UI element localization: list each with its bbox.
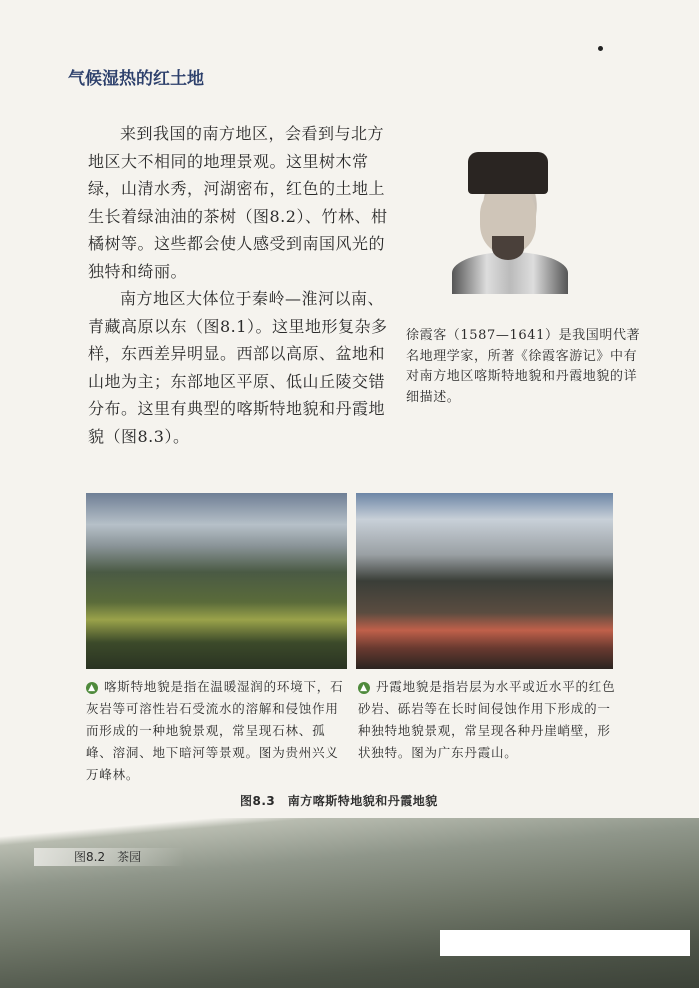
up-arrow-circle-icon: ▲ <box>86 682 98 694</box>
body-text <box>88 120 400 450</box>
figure-8-2-title: 图8.2 茶园 <box>34 848 184 866</box>
redaction-box <box>440 930 690 956</box>
karst-caption: ▲ 喀斯特地貌是指在温暖湿润的环境下，石灰岩等可溶性岩石受流水的溶解和侵蚀作用而形成的一种地貌景观，常呈现石林、孤峰、溶洞、地下暗河等景观。图为贵州兴义万峰林。 <box>86 679 344 782</box>
up-arrow-circle-icon: ▲ <box>358 682 370 694</box>
danxia-caption: ▲ 丹霞地貌是指岩层为水平或近水平的红色砂岩、砾岩等在长时间侵蚀作用下形成的一种独特地貌景观，常呈现各种丹崖峭壁，形状独特。图为广东丹霞山。 <box>358 679 616 760</box>
tea-garden-photo <box>0 818 699 988</box>
karst-landform-photo <box>86 493 347 669</box>
paragraph: 来到我国的南方地区，会看到与北方地区大不相同的地理景观。这里树木常绿，山清水秀，河湖密布，红色的土地上生长着绿油油的茶树（图8.2）、竹林、柑橘树等。这些都会使人感受到南国风光的独特和绮丽。 <box>88 124 388 281</box>
section-title: 气候湿热的红土地 <box>68 69 204 89</box>
portrait-caption: 徐霞客（1587—1641）是我国明代著名地理学家，所著《徐霞客游记》中有对南方地区喀斯特地貌和丹霞地貌的详细描述。 <box>406 328 641 405</box>
paragraph: 南方地区大体位于秦岭—淮河以南、青藏高原以东（图8.1）。这里地形复杂多样，东西差异明显。西部以高原、盆地和山地为主；东部地区平原、低山丘陵交错分布。这里有典型的喀斯特地貌和丹霞地貌（图8.3）。 <box>88 289 388 446</box>
figure-8-3-title: 图8.3 南方喀斯特地貌和丹霞地貌 <box>240 794 438 808</box>
scan-speck <box>598 46 603 51</box>
xu-xiake-portrait <box>448 148 572 294</box>
danxia-landform-photo <box>356 493 613 669</box>
